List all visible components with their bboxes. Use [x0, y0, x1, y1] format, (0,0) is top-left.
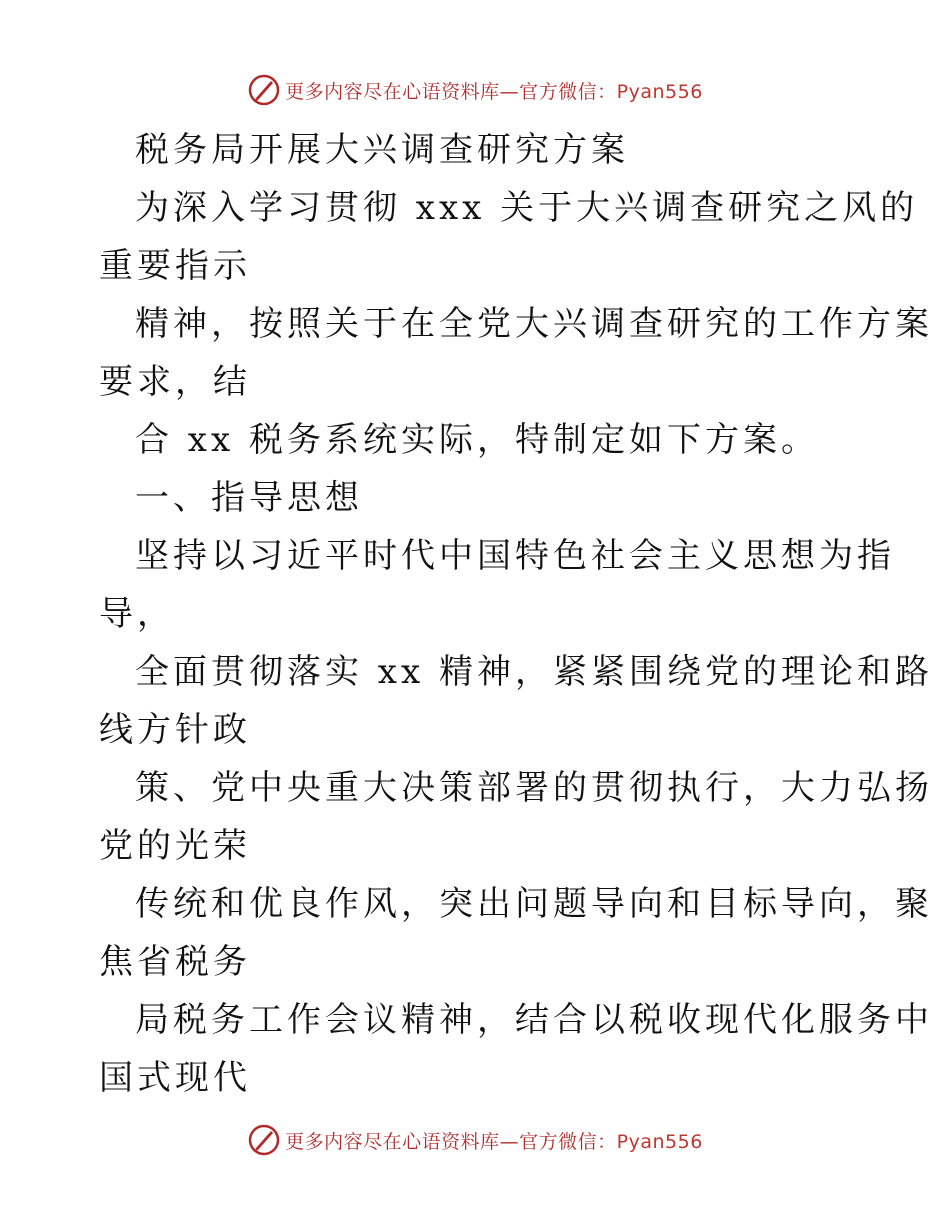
paragraph-line: 局税务工作会议精神，结合以税收现代化服务中 — [135, 1000, 933, 1040]
paragraph-line: 线方针政 — [99, 710, 251, 750]
quill-pen-logo-icon — [247, 73, 281, 107]
paragraph-line: 合 xx 税务系统实际，特制定如下方案。 — [135, 420, 819, 460]
paragraph-line: 国式现代 — [99, 1058, 251, 1098]
paragraph-line: 全面贯彻落实 xx 精神，紧紧围绕党的理论和路 — [135, 652, 933, 692]
paragraph-line: 传统和优良作风，突出问题导向和目标导向，聚 — [135, 884, 933, 924]
paragraph-line: 策、党中央重大决策部署的贯彻执行，大力弘扬 — [135, 768, 933, 808]
paragraph-line: 为深入学习贯彻 xxx 关于大兴调查研究之风的 — [135, 188, 919, 228]
watermark-banner-top — [0, 70, 950, 110]
paragraph-line: 要求，结 — [99, 362, 251, 402]
paragraph-line: 焦省税务 — [99, 942, 251, 982]
watermark-text: 更多内容尽在心语资料库—官方微信：Pyan556 — [285, 80, 703, 103]
paragraph-line: 坚持以习近平时代中国特色社会主义思想为指 — [135, 536, 895, 576]
quill-pen-logo-icon — [247, 1123, 281, 1157]
watermark-handle: Pyan556 — [616, 1130, 703, 1153]
paragraph-line: 精神，按照关于在全党大兴调查研究的工作方案 — [135, 304, 933, 344]
section-heading: 一、指导思想 — [135, 478, 363, 518]
watermark-banner-bottom — [0, 1120, 950, 1160]
paragraph-line: 重要指示 — [99, 246, 251, 286]
document-title: 税务局开展大兴调查研究方案 — [135, 130, 629, 170]
watermark-handle: Pyan556 — [616, 80, 703, 103]
watermark-text: 更多内容尽在心语资料库—官方微信：Pyan556 — [285, 1130, 703, 1153]
paragraph-line: 导， — [99, 594, 175, 634]
paragraph-line: 党的光荣 — [99, 826, 251, 866]
